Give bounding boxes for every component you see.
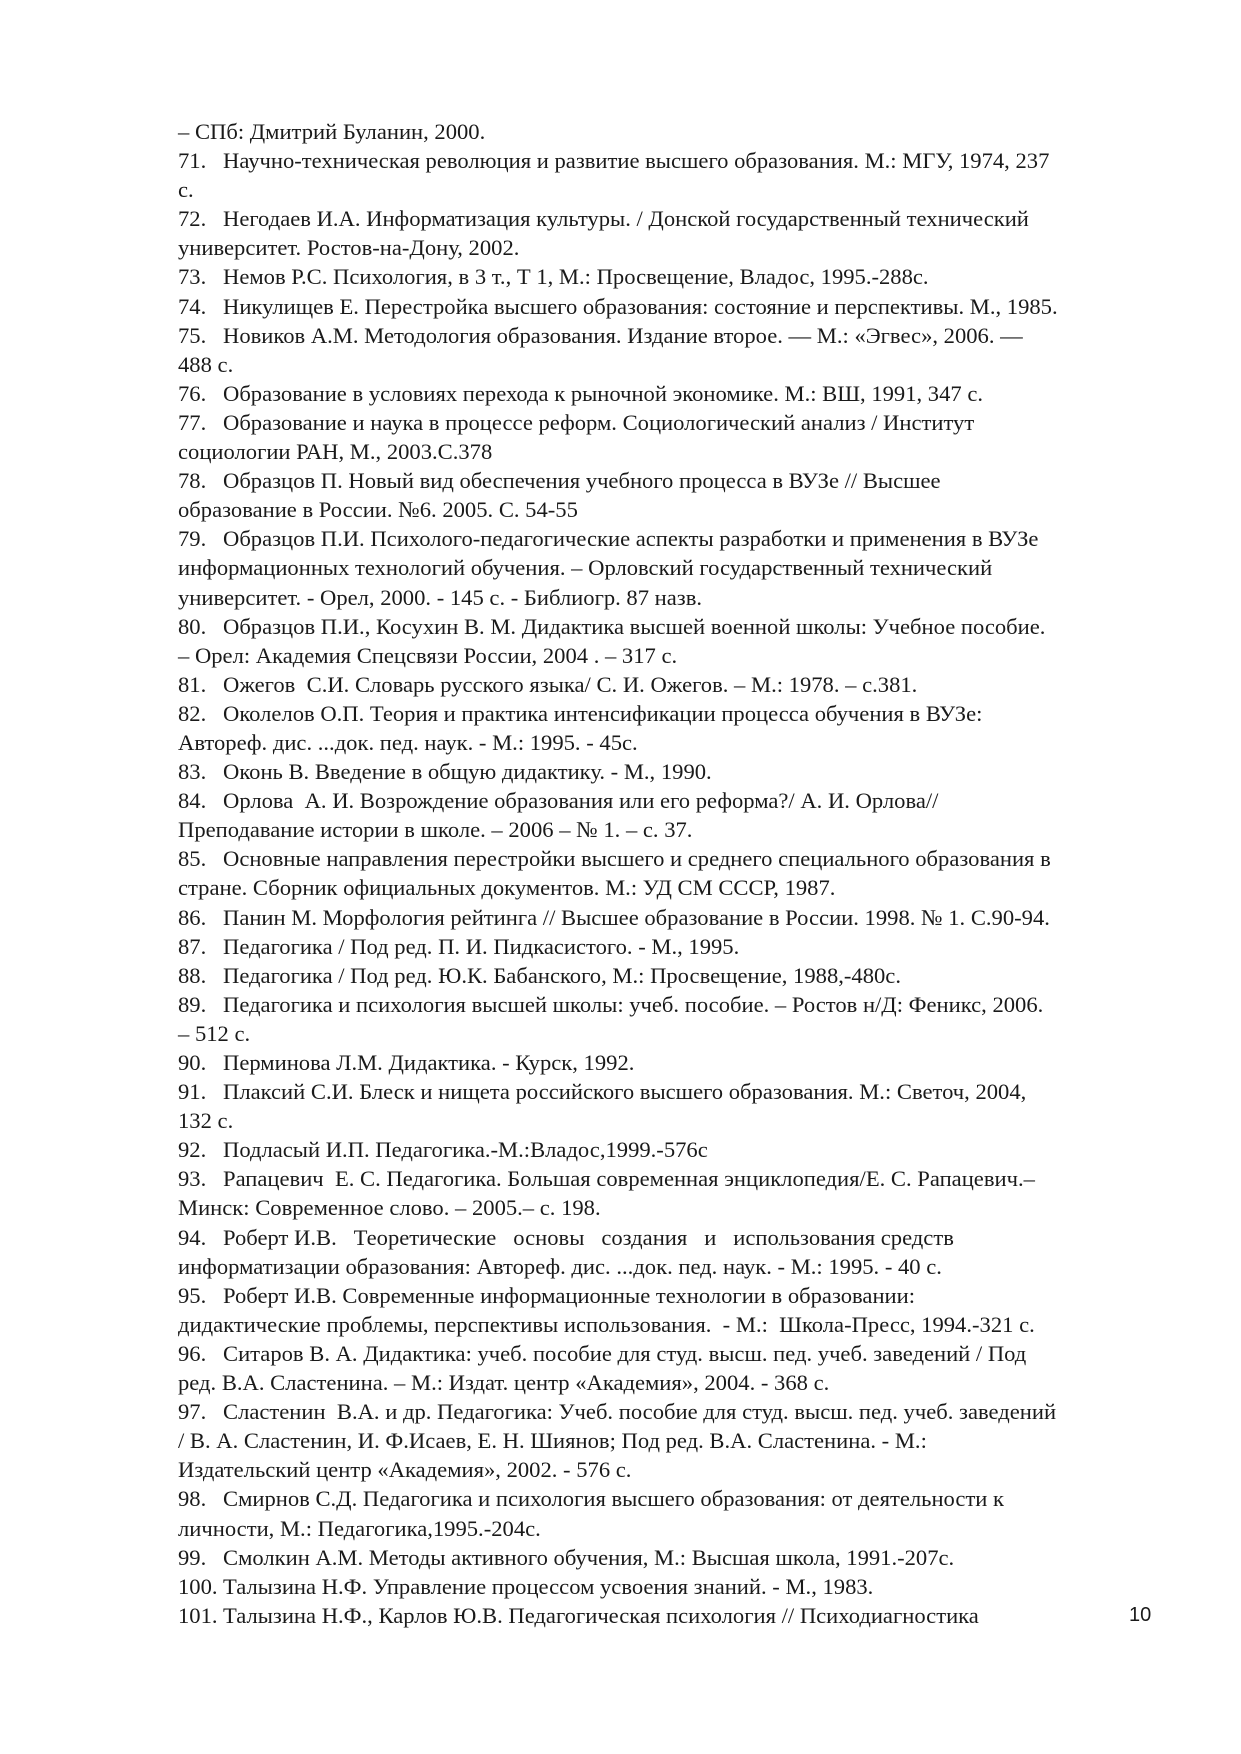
bibliography-entry (178, 699, 1158, 757)
entry-text: Новиков А.М. Методология образования. Издание второе. — М.: «Эгвес», 2006. — (223, 322, 1023, 348)
bibliography-entry (178, 844, 1158, 902)
entry-first-line (178, 961, 1158, 990)
entry-first-line (178, 146, 1158, 175)
entry-text: Перминова Л.М. Дидактика. - Курск, 1992. (223, 1050, 635, 1075)
entry-number: 97. (178, 1399, 207, 1425)
entry-text: Научно-техническая революция и развитие высшего образования. М.: МГУ, 1974, 237 (223, 148, 1050, 174)
entry-number: 89. (178, 991, 207, 1017)
entry-first-line (178, 932, 1158, 961)
entry-text: Никулищев Е. Перестройка высшего образования: состояние и перспективы. М., 1985. (223, 293, 1058, 319)
entry-number: 72. (178, 206, 207, 232)
entry-first-line (178, 699, 1158, 728)
entry-first-line (178, 262, 1158, 291)
entry-continuation-line: университет. Ростов-на-Дону, 2002. (178, 235, 520, 261)
entry-first-line (178, 757, 1158, 786)
entry-text: Педагогика / Под ред. П. И. Пидкасистого. - М., 1995. (223, 933, 740, 959)
bibliography-entry (178, 1164, 1158, 1222)
entry-number: 88. (178, 962, 207, 988)
entry-text: Оконь В. Введение в общую дидактику. - М., 1990. (223, 759, 712, 785)
entry-number: 100. (178, 1573, 218, 1599)
bibliography-entry (178, 1543, 1158, 1572)
bibliography-entry (178, 990, 1158, 1048)
entry-number: 81. (178, 671, 207, 697)
entries-container (178, 146, 1158, 1630)
entry-first-line (178, 670, 1158, 699)
entry-text: Рапацевич Е. С. Педагогика. Большая современная энциклопедия/Е. С. Рапацевич.– (223, 1166, 1035, 1192)
bibliography-entry (178, 757, 1158, 786)
entry-first-line (178, 1223, 1158, 1252)
bibliography-entry (178, 379, 1158, 408)
entry-first-line (178, 1339, 1158, 1368)
bibliography-entry (178, 1484, 1158, 1542)
entry-text: Подласый И.П. Педагогика.-М.:Владос,1999.-576с (223, 1137, 708, 1163)
entry-first-line (178, 379, 1158, 408)
entry-continuation-line: Минск: Современное слово. – 2005.– с. 198. (178, 1195, 601, 1221)
entry-continuation-line: информатизации образования: Автореф. дис. ...док. пед. наук. - М.: 1995. - 40 с. (178, 1253, 942, 1279)
bibliography-entry (178, 1077, 1158, 1135)
entry-number: 73. (178, 264, 207, 290)
entry-text: Смолкин А.М. Методы активного обучения, М.: Высшая школа, 1991.-207с. (223, 1544, 955, 1570)
entry-first-line (178, 408, 1158, 437)
entry-first-line (178, 612, 1158, 641)
entry-first-line (178, 1397, 1158, 1426)
entry-continuation-line: социологии РАН, М., 2003.С.378 (178, 439, 493, 465)
entry-continuation-line: ред. В.А. Сластенина. – М.: Издат. центр «Академия», 2004. - 368 с. (178, 1370, 830, 1396)
entry-number: 94. (178, 1224, 207, 1250)
entry-continuation-line: стране. Сборник официальных документов. М.: УД СМ СССР, 1987. (178, 875, 836, 901)
entry-number: 84. (178, 788, 207, 814)
entry-text: Орлова А. И. Возрождение образования или его реформа?/ А. И. Орлова// (223, 788, 939, 814)
entry-first-line (178, 1164, 1158, 1193)
entry-text: Образцов П. Новый вид обеспечения учебного процесса в ВУЗе // Высшее (223, 468, 941, 494)
entry-continuation-line: с. (178, 177, 194, 203)
entry-number: 98. (178, 1486, 207, 1512)
entry-first-line (178, 1048, 1158, 1077)
entry-text: Педагогика / Под ред. Ю.К. Бабанского, М.: Просвещение, 1988,-480с. (223, 962, 901, 988)
entry-text: Немов Р.С. Психология, в 3 т., Т 1, М.: Просвещение, Владос, 1995.-288с. (223, 264, 929, 290)
entry-text: Смирнов С.Д. Педагогика и психология высшего образования: от деятельности к (223, 1486, 1005, 1512)
entry-continuation-line: / В. А. Сластенин, И. Ф.Исаев, Е. Н. Шиянов; Под ред. В.А. Сластенина. - М.: (178, 1428, 927, 1454)
entry-continuation-line: – Орел: Академия Спецсвязи России, 2004 . – 317 с. (178, 642, 678, 668)
entry-number: 76. (178, 380, 207, 406)
entry-continuation-line: университет. - Орел, 2000. - 145 с. - Библиогр. 87 назв. (178, 584, 703, 610)
entry-number: 74. (178, 293, 207, 319)
entry-number: 91. (178, 1079, 207, 1105)
entry-first-line (178, 1281, 1158, 1310)
entry-number: 78. (178, 468, 207, 494)
entry-first-line (178, 1077, 1158, 1106)
bibliography-entry (178, 1339, 1158, 1397)
entry-first-line (178, 1601, 1158, 1630)
entry-number: 87. (178, 933, 207, 959)
entry-continuation-line: личности, М.: Педагогика,1995.-204с. (178, 1515, 541, 1541)
entry-first-line (178, 1135, 1158, 1164)
bibliography-entry (178, 932, 1158, 961)
entry-number: 92. (178, 1137, 207, 1163)
entry-first-line (178, 844, 1158, 873)
entry-number: 75. (178, 322, 207, 348)
entry-continuation-line: образование в России. №6. 2005. С. 54-55 (178, 497, 578, 523)
bibliography-entry (178, 1601, 1158, 1630)
entry-text: Талызина Н.Ф., Карлов Ю.В. Педагогическая психология // Психодиагностика (223, 1602, 979, 1628)
entry-number: 85. (178, 846, 207, 872)
page-number: 10 (1129, 1604, 1152, 1626)
bibliography-entry (178, 204, 1158, 262)
bibliography-entry (178, 408, 1158, 466)
entry-text: Плаксий С.И. Блеск и нищета российского высшего образования. М.: Светоч, 2004, (223, 1079, 1027, 1105)
bibliography-entry (178, 1397, 1158, 1484)
entry-first-line (178, 524, 1158, 553)
bibliography-entry (178, 786, 1158, 844)
entry-continuation-line: – 512 с. (178, 1020, 251, 1046)
entry-number: 101. (178, 1602, 218, 1628)
bibliography-entry (178, 1572, 1158, 1601)
entry-number: 79. (178, 526, 207, 552)
entry-continuation-line: Преподавание истории в школе. – 2006 – № 1. – с. 37. (178, 817, 693, 843)
bibliography-entry (178, 961, 1158, 990)
entry-text: Талызина Н.Ф. Управление процессом усвоения знаний. - М., 1983. (223, 1573, 874, 1599)
entry-first-line (178, 903, 1158, 932)
entry-number: 99. (178, 1544, 207, 1570)
entry-continuation-line: Автореф. дис. ...док. пед. наук. - М.: 1995. - 45с. (178, 729, 638, 755)
entry-text: Околелов О.П. Теория и практика интенсификации процесса обучения в ВУЗе: (223, 700, 983, 726)
entry-number: 93. (178, 1166, 207, 1192)
entry-number: 77. (178, 409, 207, 435)
entry-text: Образцов П.И., Косухин В. М. Дидактика высшей военной школы: Учебное пособие. (223, 613, 1046, 639)
bibliography-entry (178, 292, 1158, 321)
bibliography-entry (178, 903, 1158, 932)
entry-number: 82. (178, 700, 207, 726)
entry-first-line (178, 1484, 1158, 1513)
entry-text: Основные направления перестройки высшего и среднего специального образования в (223, 846, 1051, 872)
entry-number: 90. (178, 1050, 207, 1075)
entry-continuation-line: 132 с. (178, 1108, 234, 1134)
entry-text: Негодаев И.А. Информатизация культуры. / Донской государственный технический (223, 206, 1029, 232)
entry-number: 80. (178, 613, 207, 639)
entry-number: 83. (178, 759, 207, 785)
entry-text: Роберт И.В. Теоретические основы создания и использования средств (223, 1224, 954, 1250)
entry-first-line (178, 1543, 1158, 1572)
bibliography-entry (178, 1048, 1158, 1077)
entry-text: Ожегов С.И. Словарь русского языка/ С. И. Ожегов. – М.: 1978. – с.381. (223, 671, 918, 697)
bibliography-entry (178, 321, 1158, 379)
entry-text: Педагогика и психология высшей школы: учеб. пособие. – Ростов н/Д: Феникс, 2006. (223, 991, 1044, 1017)
entry-continuation-line: информационных технологий обучения. – Орловский государственный технический (178, 555, 993, 581)
entry-text: Ситаров В. А. Дидактика: учеб. пособие для студ. высш. пед. учеб. заведений / Под (223, 1340, 1027, 1366)
entry-number: 71. (178, 148, 207, 174)
bibliography-entry (178, 262, 1158, 291)
bibliography-entry (178, 1135, 1158, 1164)
entry-number: 95. (178, 1282, 207, 1308)
bibliography-entry (178, 146, 1158, 204)
entry-number: 96. (178, 1340, 207, 1366)
entry-number: 86. (178, 904, 207, 930)
entry-continuation-line: Издательский центр «Академия», 2002. - 576 с. (178, 1457, 632, 1483)
entry-first-line (178, 466, 1158, 495)
bibliography-entry (178, 524, 1158, 611)
bibliography-entry (178, 466, 1158, 524)
entry-first-line (178, 204, 1158, 233)
entry-continuation-line: 488 с. (178, 351, 234, 377)
entry-text: Образцов П.И. Психолого-педагогические аспекты разработки и применения в ВУЗе (223, 526, 1039, 552)
entry-first-line (178, 292, 1158, 321)
bibliography-entry (178, 670, 1158, 699)
entry-first-line (178, 321, 1158, 350)
bibliography-list (178, 117, 1158, 1630)
entry-text: Сластенин В.А. и др. Педагогика: Учеб. пособие для студ. высш. пед. учеб. заведений (223, 1399, 1057, 1425)
lead-line: – СПб: Дмитрий Буланин, 2000. (178, 119, 486, 144)
bibliography-entry (178, 612, 1158, 670)
entry-text: Образование и наука в процессе реформ. Социологический анализ / Институт (223, 409, 975, 435)
bibliography-entry (178, 1223, 1158, 1281)
entry-first-line (178, 990, 1158, 1019)
bibliography-entry (178, 1281, 1158, 1339)
entry-text: Панин М. Морфология рейтинга // Высшее образование в России. 1998. № 1. С.90-94. (223, 904, 1050, 930)
entry-continuation-line: дидактические проблемы, перспективы использования. - М.: Школа-Пресс, 1994.-321 с. (178, 1311, 1035, 1337)
entry-first-line (178, 786, 1158, 815)
entry-text: Образование в условиях перехода к рыночной экономике. М.: ВШ, 1991, 347 с. (223, 380, 984, 406)
entry-first-line (178, 1572, 1158, 1601)
entry-text: Роберт И.В. Современные информационные технологии в образовании: (223, 1282, 915, 1308)
